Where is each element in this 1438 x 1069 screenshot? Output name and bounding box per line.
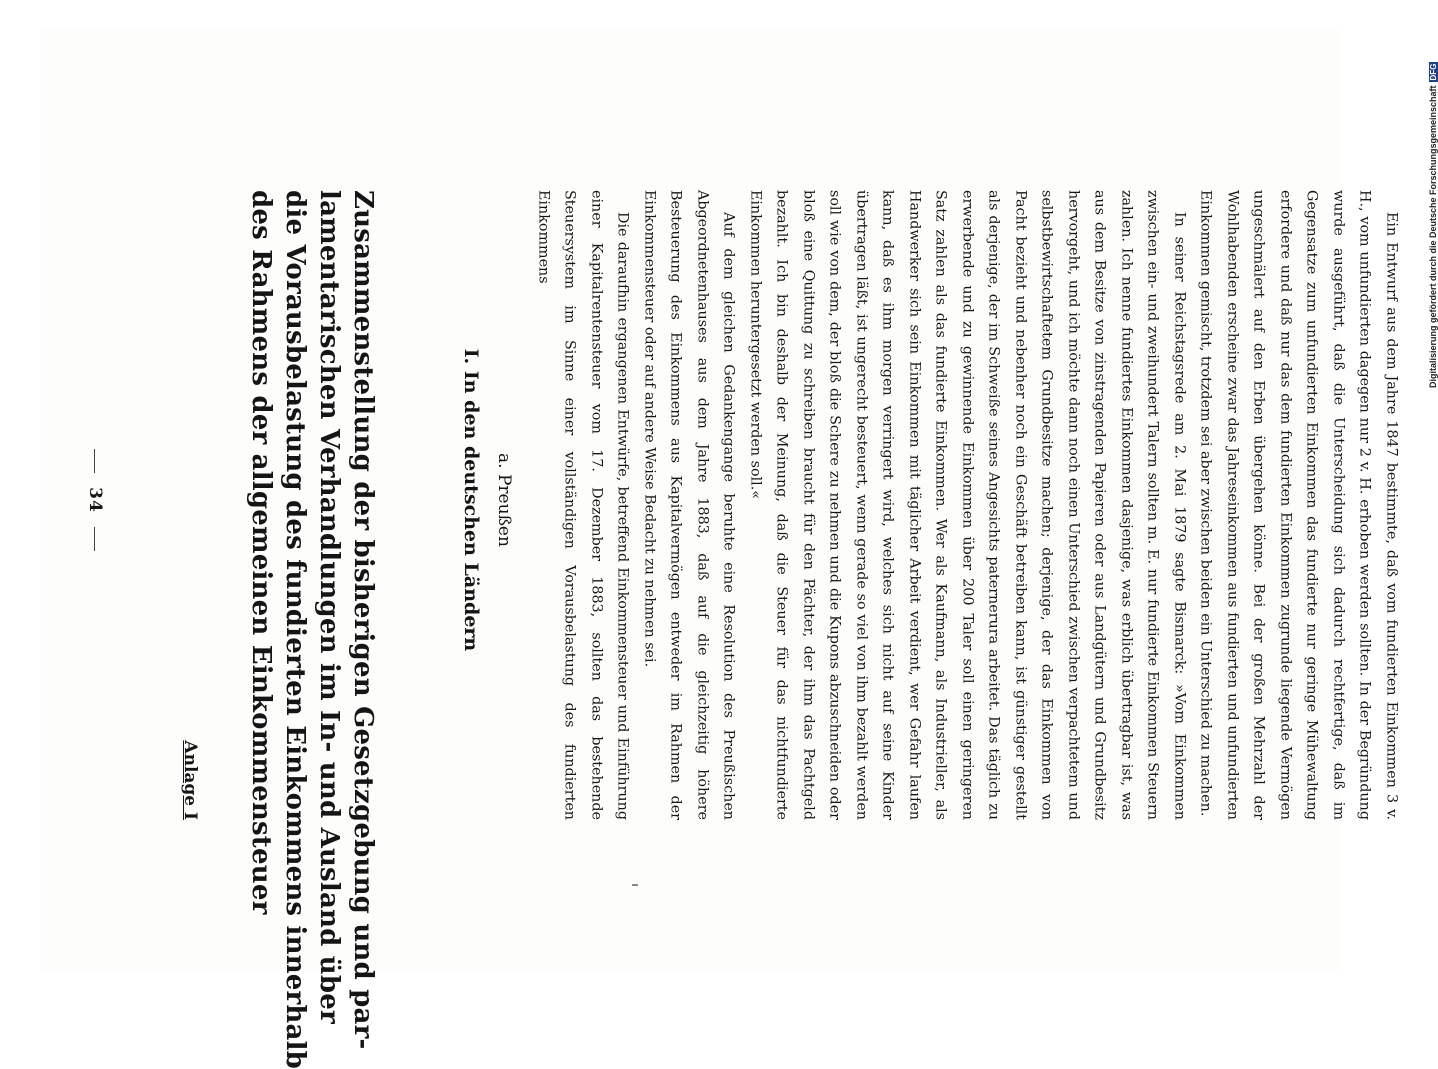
- title-line: lamentarischen Verhandlungen im In- und Ausland über: [314, 190, 344, 1024]
- scan-speck: [632, 884, 638, 886]
- paragraph: Ein Entwurf aus dem Jahre 1847 bestimmte, daß vom fundierten Einkommen 3 v. H., vom unfundierten dagegen nur 2 v. H. erhoben werden sollten. In der Begründung wurde ausgeführt, daß die Unterscheidung sich dadurch rechtfertige, daß im Gegensatze zum unfundierten Einkommen das fundierte nur geringe Mühewaltung erfordere und daß nur das dem fundierten Einkommen zugrunde liegende Vermögen ungeschmälert auf den Erben übergehen könne. Bei der großen Mehrzahl der Wohlhabenden erscheine zwar das Jahreseinkommen aus fundierten und unfundierten Einkommen gemischt, trotzdem sei aber zwischen beiden ein Unterschied zu machen.: [1198, 190, 1400, 820]
- paragraph: In seiner Reichstagsrede am 2. Mai 1879 sagte Bismarck: »Vom Einkommen zwischen ein- und zweihundert Talern sollten m. E. nur fundierte Einkommen Steuern zahlen. Ich nenne fundiertes Einkommen dasjenige, was erblich übertragbar ist, was aus dem Besitze von zinstragenden Papieren oder aus Landgütern und Grundbesitz hervorgeht, und ich möchte dann noch einen Unterschied zwischen verpachtetem und selbstbewirtschaftetem Grundbesitze machen; derjenige, der das Einkommen von Pacht bezieht und nebenher noch ein Geschäft betreiben kann, ist günstiger gestellt als derjenige, der im Schweiße seines Angesichts paternerura arbeitet. Das täglich zu erwerbende und zu gewinnende Einkommen über 200 Taler soll einen geringeren Satz zahlen als das fundierte Einkommen. Wer als Kaufmann, als Industrieller, als Handwerker sich sein Einkommen mit täglicher Arbeit verdient, wer Gefahr laufen kann, daß es ihm morgen verringert wird, welches sich nicht auf seine Kinder übertragen läßt, ist ungerecht besteuert, wenn gerade so viel von ihm bezahlt werden soll wie von dem, der bloß die Schere zu nehmen und die Kupons abzuschneiden oder bloß eine Quittung zu schreiben braucht für den Pächter, der ihm das Pachtgeld bezahlt. Ich bin deshalb der Meinung, daß die Steuer für das nichtfundierte Einkommen heruntergesetzt werden soll.«: [747, 190, 1188, 820]
- paragraph: Die daraufhin ergangenen Entwürfe, betreffend Einkommensteuer und Einführung einer Kapitalrentensteuer vom 17. Dezember 1883, sollten das bestehende Steuersystem im Sinne einer vollständigen Vorausbelastung des fundierten Einkommens: [535, 190, 631, 820]
- digitization-credit: [1410, 8, 1438, 388]
- page-scan: [40, 30, 1400, 1069]
- title-line: die Vorausbelastung des fundierten Einkommens innerhalb: [280, 190, 310, 1069]
- rotated-page: [40, 30, 1400, 1069]
- annex-label: Anlage I: [180, 740, 200, 820]
- credit-text: Digitalisierung gefördert durch die Deutsche Forschungsgemeinschaft: [1428, 85, 1438, 388]
- title-line: Zusammenstellung der bisherigen Gesetzgebung und par-: [348, 190, 378, 1050]
- dash-right: [94, 527, 95, 551]
- page-number-text: 34: [85, 487, 105, 513]
- dfg-logo: DFG: [1429, 63, 1438, 81]
- title-line: des Rahmens der allgemeinen Einkommensteuer: [246, 190, 276, 915]
- body-text: [530, 190, 1400, 820]
- sub-heading: a. Preußen: [494, 453, 514, 547]
- document-title: [244, 190, 380, 1069]
- dash-left: [94, 449, 95, 473]
- section-heading: I. In den deutschen Ländern: [460, 348, 482, 652]
- body-column: [530, 190, 1400, 820]
- page-number: [85, 30, 105, 970]
- paragraph: Auf dem gleichen Gedankengange beruhte eine Resolution des Preußischen Abgeordnetenhauses aus dem Jahre 1883, daß auf die gleichzeitig höhere Besteuerung des Einkommens aus Kapitalvermögen entweder im Rahmen der Einkommensteuer oder auf andere Weise Bedacht zu nehmen sei.: [641, 190, 737, 820]
